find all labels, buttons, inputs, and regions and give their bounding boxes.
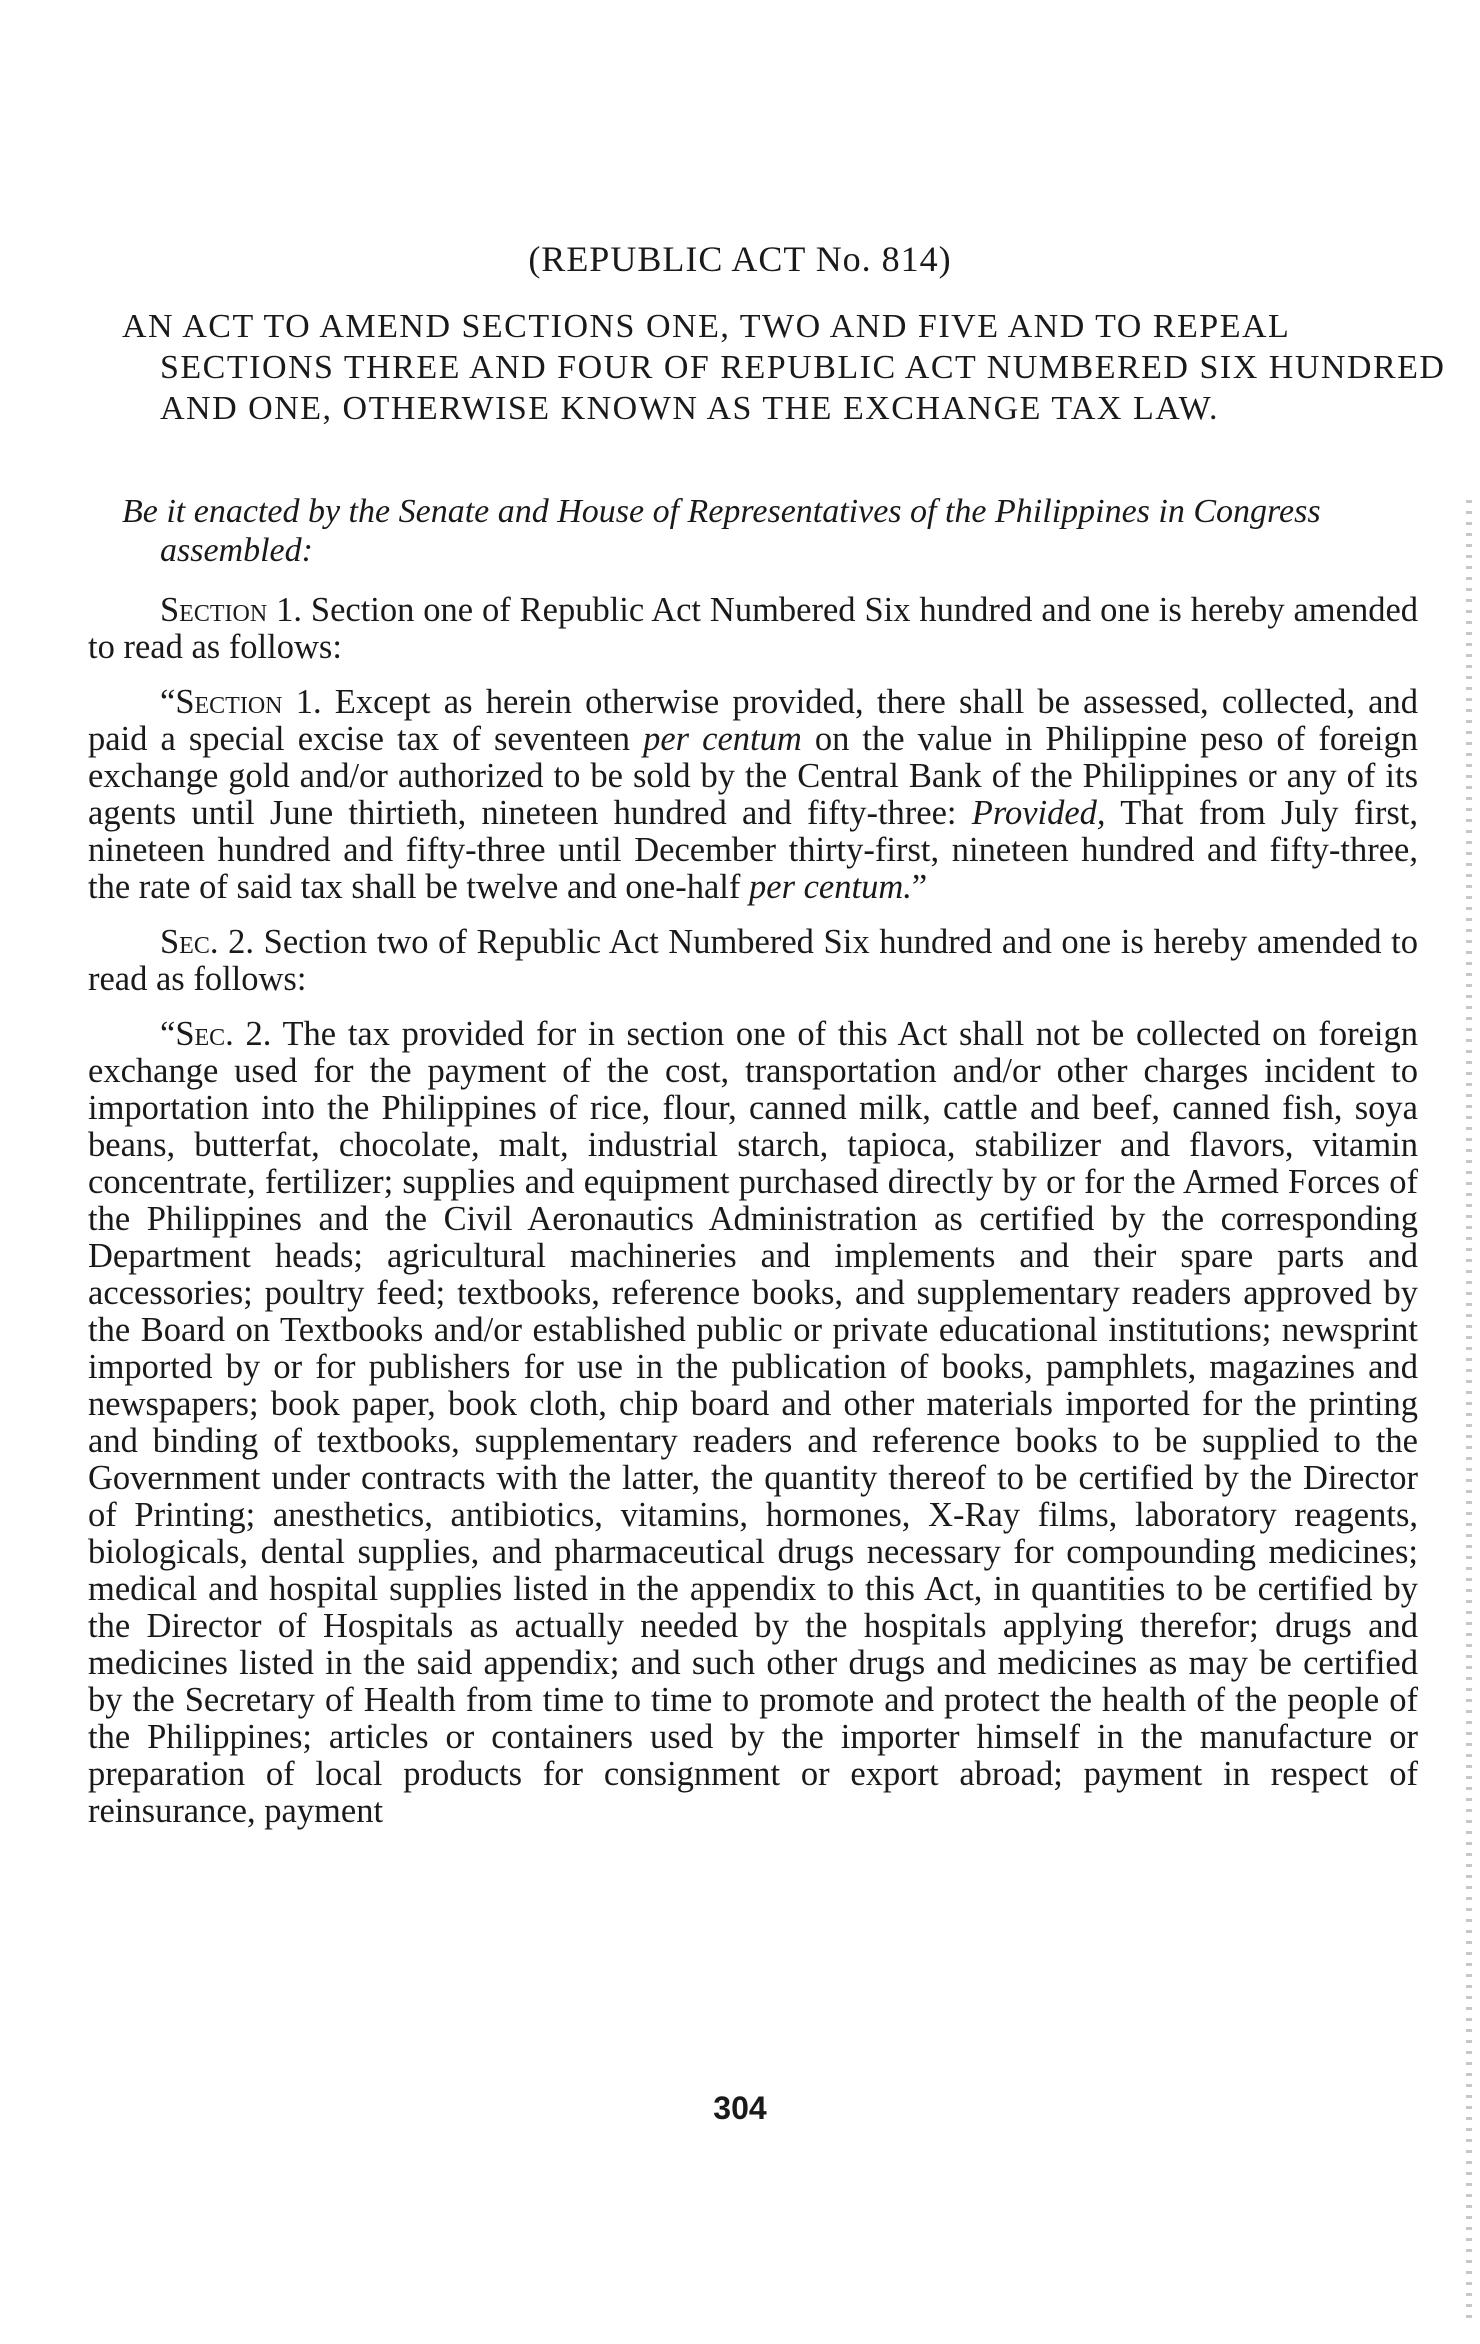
section-1-paragraph: [88, 592, 1418, 666]
section-1-label: Section: [160, 591, 268, 629]
enacting-clause: Be it enacted by the Senate and House of Representatives of the Philippines in Congress assembled:: [122, 493, 1321, 569]
section-2-paragraph: [88, 924, 1418, 998]
per-centum-term-2: per centum.: [749, 868, 912, 906]
quoted-section-1-label: Section: [175, 683, 283, 721]
quoted-section-2-paragraph: [88, 1016, 1418, 1830]
quoted-section-1-text-c: That from July first, nineteen hundred and fifty-three until December thirty-first, nineteen hundred and fifty-three, the rate of said tax shall be twelve and one-half: [88, 794, 1418, 906]
section-1-number: 1.: [267, 591, 302, 629]
quote-close: ”: [911, 868, 928, 906]
act-title: AN ACT TO AMEND SECTIONS ONE, TWO AND FIVE AND TO REPEAL SECTIONS THREE AND FOUR OF REPUBLIC ACT NUMBERED SIX HUNDRED AND ONE, OTHERWISE KNOWN AS THE EXCHANGE TAX LAW.: [122, 308, 1446, 427]
quoted-section-2-label: Sec.: [175, 1015, 234, 1053]
body-text: [88, 592, 1418, 1848]
section-2-text: 2. Section two of Republic Act Numbered Six hundred and one is hereby amended to read as follows:: [88, 923, 1418, 998]
quoted-section-1-paragraph: [88, 684, 1418, 906]
scan-edge-artifact: [1466, 500, 1472, 2320]
quote-open-2: “: [160, 1015, 176, 1053]
provided-term: Provided,: [971, 794, 1106, 832]
quoted-section-1-text-a: 1. Except as herein otherwise provided, there shall be assessed, collected, and paid a special excise tax of seventeen: [88, 683, 1418, 758]
section-2-label: Sec.: [160, 923, 219, 961]
quote-open: “: [160, 683, 176, 721]
quoted-section-2-text: 2. The tax provided for in section one of this Act shall not be collected on foreign exchange used for the payment of the cost, transportation and/or other charges incident to importation into the Philippines of rice, flour, canned milk, cattle and beef, canned fish, soya beans, butterfat, chocolate, malt, industrial starch, tapioca, stabilizer and flavors, vitamin concentrate, fertilizer; supplies and equipment purchased directly by or for the Armed Forces of the Philippines and the Civil Aeronautics Administration as certified by the corresponding Department heads; agricultural machineries and implements and their spare parts and accessories; poultry feed; textbooks, reference books, and supplementary readers approved by the Board on Textbooks and/or established public or private educational institutions; newsprint imported by or for publishers for use in the publication of books, pamphlets, magazines and newspapers; book paper, book cloth, chip board and other materials imported for the printing and binding of textbooks, supplementary readers and reference books to be supplied to the Government under contracts with the latter, the quantity thereof to be certified by the Director of Printing; anesthetics, antibiotics, vitamins, hormones, X-Ray films, laboratory reagents, biologicals, dental supplies, and pharmaceutical drugs necessary for compounding medicines; medical and hospital supplies listed in the appendix to this Act, in quantities to be certified by the Director of Hospitals as actually needed by the hospitals applying therefor; drugs and medicines listed in the said appendix; and such other drugs and medicines as may be certified by the Secretary of Health from time to time to promote and protect the health of the people of the Philippines; articles or containers used by the importer himself in the manufacture or preparation of local products for consignment or export abroad; payment in respect of reinsurance, payment: [88, 1015, 1418, 1830]
page-number: 304: [713, 2090, 767, 2126]
act-heading: (REPUBLIC ACT No. 814): [528, 239, 952, 279]
quoted-section-1-text-b: on the value in Philippine peso of foreign exchange gold and/or authorized to be sold by the Central Bank of the Philippines or any of its agents until June thirtieth, nineteen hundred and fifty-three:: [88, 720, 1418, 832]
section-1-text: Section one of Republic Act Numbered Six hundred and one is hereby amended to read as follows:: [88, 591, 1419, 666]
per-centum-term: per centum: [643, 720, 802, 758]
